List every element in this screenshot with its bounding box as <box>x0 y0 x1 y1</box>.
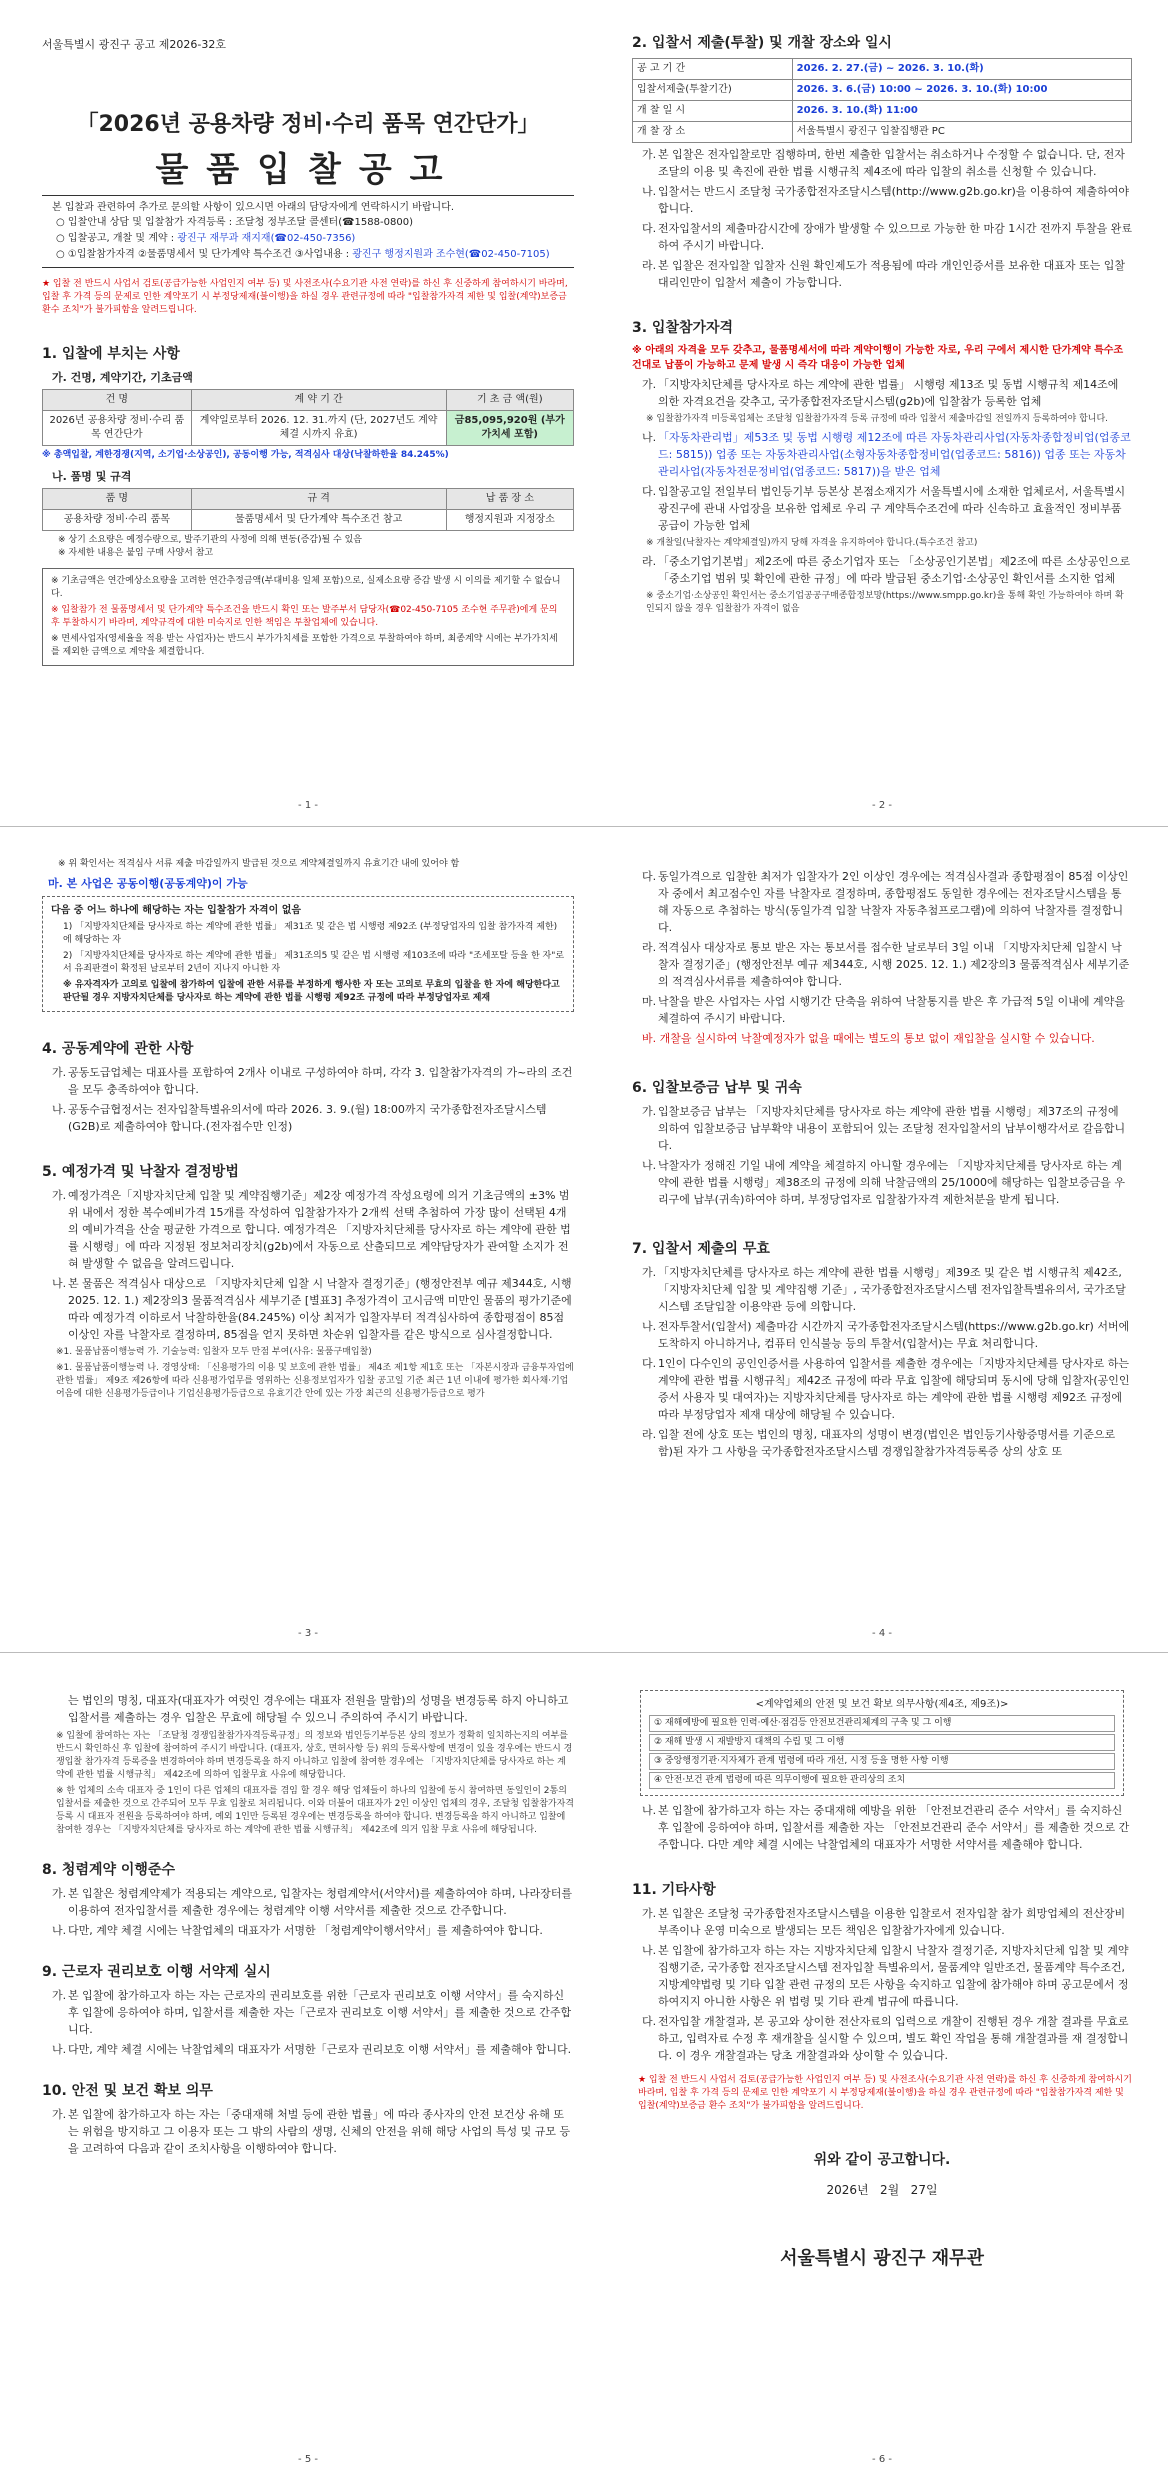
contact-2: ○ 입찰공고, 개찰 및 계약 : 광진구 재무과 재지재(☎02-450-7356) <box>56 233 356 244</box>
qualification-summary: ※ 아래의 자격을 모두 갖추고, 물품명세서에 따라 계약이행이 가능한 자로, 우리 구에서 제시한 단가계약 특수조건대로 납품이 가능하고 문제 발생 시 즉각 대응이 가능한 업체 <box>632 345 1124 371</box>
box-item: ① 재해예방에 필요한 인력·예산·점검등 안전보건관리체계의 구축 및 그 이행 <box>649 1715 1115 1732</box>
caution-box <box>42 568 574 666</box>
note: ※ 한 업체의 소속 대표자 중 1인이 다른 업체의 대표자를 겸임 할 경우 해당 업체들이 하나의 입찰에 동시 참여하면 동일인이 2통의 입찰서를 제출한 것으로 간주되어 모두 무효 입찰로 처리됩니다. 이와 더불어 대표자가 2인 이상인 업체의 경우, 조달청 입찰참가자격 등록 시 대표자 전원을 등록하여야 하며, 예외 1인만 등록된 경우에는 변경등록을 하여야 합니다. 변경등록을 하지 아니하고 입찰에 참여한 경우는 「지방자치단체를 당사자로 하는 계약에 관한 법률 시행규칙」 제42조에 의거 입찰 무효 사유에 해당됩니다. <box>56 1786 574 1835</box>
page-separator <box>0 826 1168 827</box>
note: ※1. 물품납품이행능력 나. 경영상태: 「신용평가의 이용 및 보호에 관한 법률」 제4조 제1항 제1호 또는 「자본시장과 금융투자업에 관한 법률」 제9조 제26항에 따라 신용평가업무를 영위하는 신용정보업자가 입찰 공고일 기준 최근 1년 이내에 평가한 회사채·기업어음에 대한 신용평가등급이나 기업신용평가등급으로 유효기간 안에 있는 가장 최근의 신용평가등급으로 평가 <box>56 1363 574 1399</box>
list-item: 나. 입찰서는 반드시 조달청 국가종합전자조달시스템(http://www.g2b.go.kr)을 이용하여 제출하여야 합니다. <box>642 185 1130 215</box>
disqualification-box <box>42 896 574 1012</box>
section-1-title: 1. 입찰에 부치는 사항 <box>42 346 180 362</box>
list-item: 다. 전자입찰서의 제출마감시간에 장애가 발생할 수 있으므로 가능한 한 마감 1시간 전까지 투찰을 완료하여 주시기 바랍니다. <box>642 222 1132 252</box>
th-period: 계 약 기 간 <box>191 390 446 411</box>
list-item: 나. 다만, 계약 체결 시에는 낙찰업체의 대표자가 서명한「근로자 권리보호 이행 서약서」를 제출해야 합니다. <box>52 2043 572 2056</box>
cell-item: 공용차량 정비·수리 품목 <box>43 510 192 531</box>
section-1-sub-b: 나. 품명 및 규격 <box>52 470 132 483</box>
list-item: 다. 1인이 다수인의 공인인증서를 사용하여 입찰서를 제출한 경우에는「지방자치단체를 당사자로 하는 계약에 관한 법률 시행규칙」제42조 규정에 따라 무효 입찰에 해당되며 동시에 당해 입찰자(공인인증서 사용자 및 대여자)는 지방자치단체를 당사자로 하는 계약에 관한 법률 시행령 제92조 규정에 따라 부정당업자 제재 대상에 해당될 수 있습니다. <box>642 1357 1130 1421</box>
cell-period: 계약일로부터 2026. 12. 31.까지 (단, 2027년도 계약체결 시까지 유효) <box>191 411 446 446</box>
list-item: 나. 본 입찰에 참가하고자 하는 자는 지방자치단체 입찰시 낙찰자 결정기준, 지방자치단체 입찰 및 계약 집행기준, 국가종합 전자조달시스템 전자입찰 특별유의서, 물품계약 일반조건, 물품계약 특수조건, 지방계약법령 및 기타 입찰 관련 규정의 모든 사항을 숙지하고 입찰에 참가해야 하며 공고문에서 정하여지지 아니한 사항은 위 법령 및 기타 관계 법규에 따릅니다. <box>642 1944 1129 2008</box>
contact-1: ○ 입찰안내 상담 및 입찰참가 자격등록 : 조달청 정부조달 콜센터(☎1588-0800) <box>56 217 413 228</box>
page-3 <box>42 850 574 1640</box>
issuer: 서울특별시 광진구 재무관 <box>780 2248 984 2269</box>
cell-place: 행정지원과 지정장소 <box>446 510 573 531</box>
box-item: ② 재해 발생 시 재발방지 대책의 수립 및 그 이행 <box>649 1734 1115 1751</box>
section-6-title: 6. 입찰보증금 납부 및 귀속 <box>632 1080 802 1096</box>
list-item: 라. 입찰 전에 상호 또는 법인의 명칭, 대표자의 성명이 변경(법인은 법인등기사항증명서를 기준으로 함)된 자가 그 사항을 국가종합전자조달시스템 경쟁입찰참가자격등록증 상의 상호 또 <box>642 1428 1116 1458</box>
sched-value: 2026. 2. 27.(금) ~ 2026. 3. 10.(화) <box>792 59 1131 80</box>
doc-subtitle: 물품입찰공고 <box>155 150 461 190</box>
section-4-title: 4. 공동계약에 관한 사항 <box>42 1041 194 1057</box>
list-item: 나. 공동수급협정서는 전자입찰특별유의서에 따라 2026. 3. 9.(월) 18:00까지 국가종합전자조달시스템(G2B)로 제출하여야 합니다.(전자접수만 인정) <box>52 1103 547 1133</box>
box-title: <계약업체의 안전 및 보건 확보 의무사항(제4조, 제9조)> <box>755 1699 1009 1710</box>
sched-key: 입찰서제출(투찰기간) <box>633 80 793 101</box>
notice-number: 서울특별시 광진구 공고 제2026-32호 <box>42 38 226 51</box>
list-item: 마. 낙찰을 받은 사업자는 사업 시행기간 단축을 위하여 낙찰통지를 받은 후 가급적 5일 이내에 계약을 체결하여 주시기 바랍니다. <box>642 995 1125 1025</box>
intro-text: 본 입찰과 관련하여 추가로 문의할 사항이 있으시면 아래의 담당자에게 연락하시기 바랍니다. <box>52 202 455 213</box>
list-item: 가. 본 입찰은 전자입찰로만 집행하며, 한번 제출한 입찰서는 취소하거나 수정할 수 없습니다. 단, 전자조달의 이용 및 촉진에 관한 법률 시행규칙 제4조에 따라 입찰의 취소를 신청할 수 있습니다. <box>642 148 1125 178</box>
list-item: 라. 적격심사 대상자로 통보 받은 자는 통보서를 접수한 날로부터 3일 이내 「지방자치단체 입찰시 낙찰자 결정기준」(행정안전부 예규 제344호, 시행 2025. 12. 1.) 제2장의3 물품적격심사 세부기준의 적격심사서류를 제출하여야 합니다. <box>642 941 1130 988</box>
page-separator <box>0 1652 1168 1653</box>
item-spec-table <box>42 488 574 531</box>
sched-key: 개 찰 일 시 <box>633 101 793 122</box>
page-number: - 2 - <box>872 800 892 811</box>
sched-value: 2026. 3. 10.(화) 11:00 <box>792 101 1131 122</box>
page-2 <box>632 28 1132 818</box>
th-name: 건 명 <box>43 390 192 411</box>
page-number: - 5 - <box>298 2454 318 2465</box>
page-5 <box>42 1676 574 2466</box>
list-item: 가. 본 입찰에 참가하고자 하는 자는「중대재해 처벌 등에 관한 법률」에 따라 종사자의 안전 보건상 유해 또는 위험을 방지하고 그 이용자 또는 그 밖의 사람의 생명, 신체의 안전을 위해 해당 사업의 특성 및 규모 등을 고려하여 다음과 같이 조치사항을 이행하여야 합니다. <box>52 2108 571 2155</box>
section-10-title: 10. 안전 및 보건 확보 의무 <box>42 2083 213 2099</box>
page-6 <box>632 1676 1132 2466</box>
caution-3: ※ 면세사업자(영세율을 적용 받는 사업자)는 반드시 부가가치세를 포함한 가격으로 투찰하여야 하며, 최종계약 시에는 부가가치세를 제외한 금액으로 계약을 체결합니다. <box>51 634 558 657</box>
section-1-sub-a: 가. 건명, 계약기간, 기초금액 <box>52 371 193 384</box>
caution-2: ※ 입찰참가 전 물품명세서 및 단가계약 특수조건을 반드시 확인 또는 발주부서 담당자(☎02-450-7105 조수현 주무관)에게 문의 후 투찰하시기 바라며, 계약규격에 대한 미숙지로 인한 책임은 투찰업체에 있습니다. <box>51 605 558 628</box>
warning-notice: ★ 입찰 전 반드시 사업서 검토(공급가능한 사업인지 여부 등) 및 사전조사(수요기관 사전 연락)를 하신 후 신중하게 참여하시기 바라며, 입찰 후 가격 등의 문제로 인한 계약포기 시 부정당제재(불이행)을 하실 경우 관련규정에 따라 "입찰참가자격 제한 및 입찰(계약)보증금 환수 조치"가 불가피함을 알려드립니다. <box>638 2075 1132 2111</box>
section-8-title: 8. 청렴계약 이행준수 <box>42 1862 175 1878</box>
box-item: 2) 「지방자치단체를 당사자로 하는 계약에 관한 법률」 제31조의5 및 같은 법 시행령 제103조에 따라 "조세포탈 등을 한 자"로서 유죄판결이 확정된 날로부터 2년이 지나지 아니한 자 <box>63 951 565 974</box>
list-item: 라. 「중소기업기본법」제2조에 따른 중소기업자 또는 「소상공인기본법」제2조에 따른 소상공인으로 「중소기업 범위 및 확인에 관한 규정」에 따라 발급된 중소기업·소상공인 확인서를 소지한 업체 <box>642 555 1131 585</box>
page-1 <box>42 28 574 818</box>
list-item: 나. 본 물품은 적격심사 대상으로 「지방자치단체 입찰 시 낙찰자 결정기준」(행정안전부 예규 제344호, 시행 2025. 12. 1.) 제2장의3 물품적격심사 세부기준 [별표3] 추정가격이 고시금액 미만인 물품의 평가기준에 따라 예정가격 이하로서 낙찰하한율(84.245%) 이상 최저가 입찰자부터 적격심사하여 종합평점이 85점 이상인 자를 낙찰자로 결정하며, 85점을 얻지 못하면 차순위 입찰자를 같은 방식으로 심사결정합니다. <box>52 1277 572 1341</box>
page-number: - 3 - <box>298 1628 318 1639</box>
list-item: 나. 본 입찰에 참가하고자 하는 자는 중대재해 예방을 위한 「안전보건관리 준수 서약서」를 숙지하신 후 입찰에 응하여야 하며, 입찰서를 제출한 자는 「안전보건관리 준수 서약서」를 제출한 것으로 간주합니다. 다만 계약 체결 시에는 낙찰업체의 대표자가 서명한 서약서를 제출해야 합니다. <box>642 1804 1130 1851</box>
th-place: 납 품 장 소 <box>446 489 573 510</box>
list-item: 가. 본 입찰은 조달청 국가종합전자조달시스템을 이용한 입찰로서 전자입찰 참가 희망업체의 전산장비 부족이나 운영 미숙으로 발생되는 모든 책임은 입찰참가자에게 있습니다. <box>642 1907 1126 1937</box>
note: ※ 입찰에 참여하는 자는 「조달청 경쟁입찰참가자격등록규정」의 정보와 법인등기부등본 상의 정보가 정확히 일치하는지의 여부를 반드시 확인하신 후 입찰에 참여하여 주시기 바랍니다. (대표자, 상호, 면허사항 등) 위의 등록사항에 변경이 있을 경우에는 반드시 경쟁입찰 참가자격 등록증을 변경하여야 하며 변경등록을 하지 아니하고 입찰에 참여한 경우에는 「지방자치단체를 당사자로 하는 계약에 관한 법률 시행규칙」 제42조에 의하여 입찰무효 사유에 해당합니다. <box>56 1731 573 1780</box>
box-item: 1) 「지방자치단체를 당사자로 하는 계약에 관한 법률」 제31조 및 같은 법 시행령 제92조 (부정당업자의 입찰 참가자격 제한)에 해당하는 자 <box>63 922 558 945</box>
section-11-title: 11. 기타사항 <box>632 1882 716 1898</box>
list-item: 가. 본 입찰에 참가하고자 하는 자는 근로자의 권리보호를 위한「근로자 권리보호 이행 서약서」를 숙지하신 후 입찰에 응하여야 하며, 입찰서를 제출한 자는「근로자 권리보호 이행 서약서」를 제출한 것으로 간주합니다. <box>52 1989 572 2036</box>
list-item: 가. 본 입찰은 청렴계약제가 적용되는 계약으로, 입찰자는 청렴계약서(서약서)를 제출하여야 하며, 나라장터를 이용하여 전자입찰서를 제출한 경우에는 청렴계약 이행 서약서를 제출한 것으로 간주합니다. <box>52 1887 572 1917</box>
list-item: 가. 입찰보증금 납부는 「지방자치단체를 당사자로 하는 계약에 관한 법률 시행령」제37조의 규정에 의하여 입찰보증금 납부확약 내용이 포함되어 있는 조달청 전자입찰서의 납부이행각서로 갈음합니다. <box>642 1105 1126 1152</box>
section-3-title: 3. 입찰참가자격 <box>632 320 734 336</box>
list-item: 가. 「지방자치단체를 당사자로 하는 계약에 관한 법률」 시행령 제13조 및 동법 시행규칙 제14조에 의한 자격요건을 갖추고, 국가종합전자조달시스템(g2b)에 입찰참가 등록한 업체 <box>642 378 1119 408</box>
note: ※ 중소기업·소상공인 확인서는 중소기업공공구매종합정보망(https://www.smpp.go.kr)을 통해 확인 가능하여야 하며 확인되지 않을 경우 입찰참가 자격이 없음 <box>646 591 1124 614</box>
closing-statement: 위와 같이 공고합니다. <box>813 2152 951 2168</box>
safety-duty-box <box>640 1690 1124 1796</box>
th-spec: 규 격 <box>191 489 446 510</box>
list-item: 가. 「지방자치단체를 당사자로 하는 계약에 관한 법률 시행령」제39조 및 같은 법 시행규칙 제42조, 「지방자치단체 입찰 및 계약집행 기준」, 국가종합전자조달시스템 전자입찰특별유의서, 국가조달시스템 조달입찰 이용약관 등에 의합니다. <box>642 1266 1126 1313</box>
th-item: 품 명 <box>43 489 192 510</box>
rebid-notice: 바. 개찰을 실시하여 낙찰예정자가 없을 때에는 별도의 통보 없이 재입찰을 실시할 수 있습니다. <box>642 1032 1095 1045</box>
schedule-table <box>632 58 1132 143</box>
list-item: 다. 입찰공고일 전일부터 법인등기부 등본상 본점소재지가 서울특별시에 소재한 업체로서, 서울특별시 광진구에 관내 사업장을 보유한 업체로 우리 구 계약특수조건에 따라 신속하고 효율적인 정비부품 공급이 가능한 업체 <box>642 485 1126 532</box>
section-2-title: 2. 입찰서 제출(투찰) 및 개찰 장소와 일시 <box>632 35 892 51</box>
cell-name: 2026년 공용차량 정비·수리 품목 연간단가 <box>43 411 192 446</box>
sched-value: 서울특별시 광진구 입찰집행관 PC <box>792 122 1131 143</box>
cell-spec: 물품명세서 및 단가계약 특수조건 참고 <box>191 510 446 531</box>
list-item: 다. 전자입찰 개찰결과, 본 공고와 상이한 전산자료의 입력으로 개찰이 진행된 경우 개찰 결과를 무효로 하고, 입력자료 수정 후 재개찰을 실시할 수 있으며, 별도 확인 작업을 통해 개찰결과를 재 결정합니다. 이 경우 개찰결과는 당초 개찰결과와 상이할 수 있습니다. <box>642 2015 1129 2062</box>
note: ※1. 물품납품이행능력 가. 기술능력: 입찰자 모두 만점 부여(사유: 물품구매입찰) <box>56 1347 372 1357</box>
warning-notice: ★ 입찰 전 반드시 사업서 검토(공급가능한 사업인지 여부 등) 및 사전조사(수요기관 사전 연락)를 하신 후 신중하게 참여하시기 바라며, 입찰 후 가격 등의 문제로 인한 계약포기 시 부정당제재(불이행)을 하실 경우 관련규정에 따라 "입찰참가자격 제한 및 입찰(계약)보증금 환수 조치"가 불가피함을 알려드립니다. <box>42 279 568 315</box>
note: ※ 입찰참가자격 미등록업체는 조달청 입찰참가자격 등록 규정에 따라 입찰서 제출마감일 전일까지 등록하여야 합니다. <box>646 414 1109 424</box>
section-9-title: 9. 근로자 권리보호 이행 서약제 실시 <box>42 1964 271 1980</box>
list-item: 나. 다만, 계약 체결 시에는 낙찰업체의 대표자가 서명한 「청렴계약이행서약서」를 제출하여야 합니다. <box>52 1924 543 1937</box>
page-number: - 6 - <box>872 2454 892 2465</box>
basic-info-table <box>42 389 574 446</box>
list-item: 가. 공동도급업체는 대표사를 포함하여 2개사 이내로 구성하여야 하며, 각각 3. 입찰참가자격의 가~라의 조건을 모두 충족하여야 합니다. <box>52 1066 573 1096</box>
sched-key: 공 고 기 간 <box>633 59 793 80</box>
continued-text: 는 법인의 명칭, 대표자(대표자가 여럿인 경우에는 대표자 전원을 말함)의 성명을 변경등록 하지 아니하고 입찰서를 제출하는 경우 입찰은 무효에 해당될 수 있으니 주의하여 주시기 바랍니다. <box>68 1694 569 1724</box>
box-title: 다음 중 어느 하나에 해당하는 자는 입찰참가 자격이 없음 <box>51 905 302 916</box>
spec-note: ※ 자세한 내용은 붙임 구매 사양서 참고 <box>58 548 214 558</box>
qty-note: ※ 상기 소요량은 예정수량으로, 발주기관의 사정에 의해 변동(증감)될 수 있음 <box>58 535 362 545</box>
box-note: ※ 유자격자가 고의로 입찰에 참가하여 입찰에 관한 서류를 부정하게 행사한 자 또는 고의로 무효의 입찰을 한 자에 해당한다고 판단될 경우 지방자치단체를 당사자로 하는 계약에 관한 법률 시행령 제92조 규정에 따라 부정당업자로 제재 <box>63 980 560 1003</box>
th-amount: 기 초 금 액(원) <box>446 390 573 411</box>
page-4 <box>632 850 1132 1640</box>
joint-contract-notice: 마. 본 사업은 공동이행(공동계약)이 가능 <box>48 877 248 890</box>
section-7-title: 7. 입찰서 제출의 무효 <box>632 1241 770 1257</box>
sched-value: 2026. 3. 6.(금) 10:00 ~ 2026. 3. 10.(화) 10:00 <box>792 80 1131 101</box>
sched-key: 개 찰 장 소 <box>633 122 793 143</box>
list-item: 나. 전자투찰서(입찰서) 제출마감 시간까지 국가종합전자조달시스템(https://www.g2b.go.kr) 서버에 도착하지 아니하거나, 컴퓨터 인식불능 등의 투찰서(입찰서)는 무효 처리합니다. <box>642 1320 1130 1350</box>
page-number: - 4 - <box>872 1628 892 1639</box>
contact-3: ○ ①입찰참가자격 ②물품명세서 및 단가계약 특수조건 ③사업내용 : 광진구 행정지원과 조수현(☎02-450-7105) <box>56 249 550 260</box>
box-item: ④ 안전·보건 관계 법령에 따른 의무이행에 필요한 관리상의 조치 <box>649 1772 1115 1789</box>
list-item: 나. 「자동차관리법」제53조 및 동법 시행령 제12조에 따른 자동차관리사업(자동차종합정비업(업종코드: 5815)) 업종 또는 자동차관리사업(소형자동차종합정비업(업종코드: 5816)) 업종 또는 자동차관리사업(자동차전문정비업(업종코드: 5817))을 받은 업체 <box>642 431 1131 478</box>
section-5-title: 5. 예정가격 및 낙찰자 결정방법 <box>42 1164 239 1180</box>
bid-type-note: ※ 총액입찰, 계한경쟁(지역, 소기업·소상공인), 공동이행 가능, 적격심사 대상(낙찰하한율 84.245%) <box>42 450 449 460</box>
list-item: 나. 낙찰자가 정해진 기일 내에 계약을 체결하지 아니할 경우에는 「지방자치단체를 당사자로 하는 계약에 관한 법률 시행령」제38조의 규정에 의해 낙찰금액의 25/1000에 해당하는 입찰보증금을 우리구에 납부(귀속)하여야 하며, 부정당업자로 입찰참가자격 제한처분을 받게 됩니다. <box>642 1159 1125 1206</box>
cell-amount: 금85,095,920원 (부가가치세 포함) <box>446 411 573 446</box>
page-number: - 1 - <box>298 800 318 811</box>
certificate-note: ※ 위 확인서는 적격심사 서류 제출 마감일까지 발급된 것으로 계약체결일까지 유효기간 내에 있어야 함 <box>58 859 460 869</box>
list-item: 다. 동일가격으로 입찰한 최저가 입찰자가 2인 이상인 경우에는 적격심사결과 종합평점이 85점 이상인 자 중에서 최고점수인 자를 낙찰자로 결정하며, 종합평점도 동일한 경우에는 전자조달시스템을 통해 자동으로 추첨하는 방식(동일가격 입찰 낙찰자 자동추첨프로그램)에 의하여 낙찰자를 결정합니다. <box>642 870 1129 934</box>
issue-date: 2026년 2월 27일 <box>826 2183 938 2197</box>
list-item: 가. 예정가격은「지방자치단체 입찰 및 계약집행기준」제2장 예정가격 작성요령에 의거 기초금액의 ±3% 범위 내에서 정한 복수예비가격 15개를 작성하여 입찰참가자가 2개씩 선택 추첨하여 가장 많이 선택된 4개의 예비가격을 산술 평균한 가격으로 합니다. 예정가격은 「지방자치단체를 당사자로 하는 계약에 관한 법률 시행령」에 따라 지정된 정보처리장치(g2b)에서 자동으로 산출되므로 계약담당자가 관여할 소지가 전혀 발생할 수 없음을 알려드립니다. <box>52 1189 571 1270</box>
note: ※ 개찰일(낙찰자는 계약체결일)까지 당해 자격을 유지하여야 합니다.(특수조건 참고) <box>646 538 978 548</box>
box-item: ③ 중앙행정기관·지자체가 관계 법령에 따라 개선, 시정 등을 명한 사항 이행 <box>649 1753 1115 1770</box>
caution-1: ※ 기초금액은 연간예상소요량을 고려한 연간추정금액(부대비용 일체 포함)으로, 실제소요량 증감 발생 시 이의를 제기할 수 없습니다. <box>51 576 561 599</box>
doc-title: 「2026년 공용차량 정비·수리 품목 연간단가」 <box>76 112 540 137</box>
list-item: 라. 본 입찰은 전자입찰 입찰자 신원 확인제도가 적용됨에 따라 개인인증서를 보유한 대표자 또는 입찰 대리인만이 입찰서 제출이 가능합니다. <box>642 259 1125 289</box>
contact-box <box>42 195 574 268</box>
